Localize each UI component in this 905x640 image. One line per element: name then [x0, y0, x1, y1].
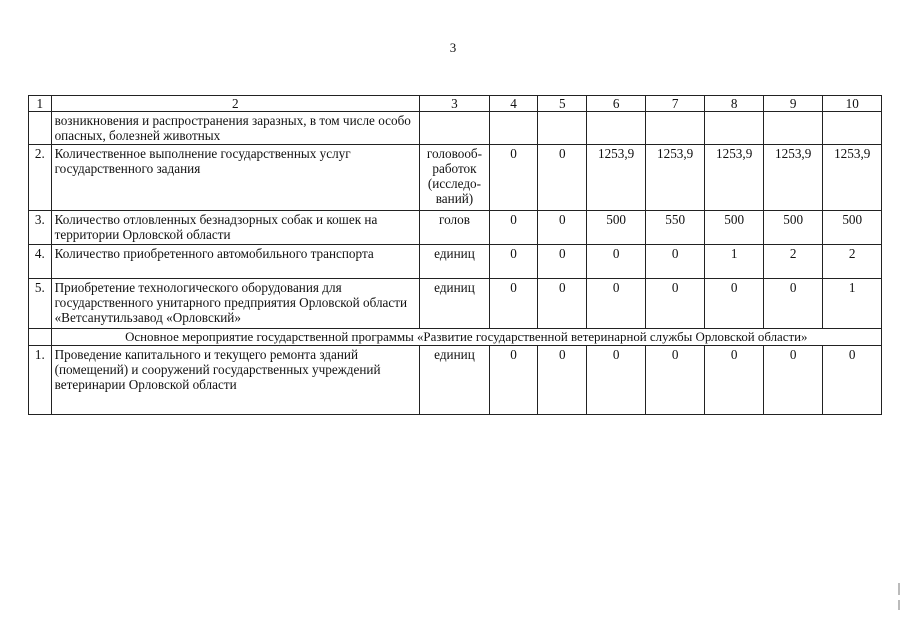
row-value: 0 [823, 346, 882, 415]
row-value: 0 [538, 211, 587, 245]
row-value: 500 [587, 211, 646, 245]
column-header: 4 [489, 96, 537, 112]
row-description: Количество приобретенного автомобильного транспорта [51, 245, 420, 279]
row-number: 4. [29, 245, 52, 279]
indicators-table [28, 95, 882, 415]
table-row [29, 211, 882, 245]
row-value: 1253,9 [823, 145, 882, 211]
row-value: 0 [645, 245, 705, 279]
column-header: 9 [763, 96, 823, 112]
row-value: 0 [705, 279, 764, 329]
row-value: 0 [489, 145, 537, 211]
row-value: 0 [538, 245, 587, 279]
row-number: 5. [29, 279, 52, 329]
row-value: 500 [823, 211, 882, 245]
table-row [29, 145, 882, 211]
row-unit: единиц [420, 346, 490, 415]
row-unit: единиц [420, 245, 490, 279]
row-unit: голов [420, 211, 490, 245]
row-value: 0 [489, 279, 537, 329]
column-header: 2 [51, 96, 420, 112]
row-unit: единиц [420, 279, 490, 329]
row-value: 0 [489, 245, 537, 279]
row-number: 1. [29, 346, 52, 415]
row-description: Количественное выполнение государственных услуг государственного задания [51, 145, 420, 211]
header-row [29, 96, 882, 112]
row-value: 0 [705, 346, 764, 415]
table-row [29, 346, 882, 415]
row-value: 0 [587, 279, 646, 329]
section-title: Основное мероприятие государственной программы «Развитие государственной ветеринарной службы Орловской области» [51, 329, 881, 346]
row-value: 0 [587, 346, 646, 415]
row-description: Проведение капитального и текущего ремонта зданий (помещений) и сооружений государственных учреждений ветеринарии Орловской области [51, 346, 420, 415]
row-value: 0 [538, 145, 587, 211]
row-value: 1 [705, 245, 764, 279]
row-value: 2 [763, 245, 823, 279]
column-header: 5 [538, 96, 587, 112]
row-number: 2. [29, 145, 52, 211]
scan-margin-mark [898, 583, 900, 595]
column-header: 10 [823, 96, 882, 112]
row-value: 0 [587, 245, 646, 279]
table-row [29, 245, 882, 279]
row-value: 2 [823, 245, 882, 279]
row-value: 0 [645, 279, 705, 329]
table-row [29, 112, 882, 145]
row-description: возникновения и распространения заразных, в том числе особо опасных, болезней животных [51, 112, 420, 145]
row-value: 0 [538, 346, 587, 415]
row-description: Приобретение технологического оборудования для государственного унитарного предприятия Орловской области «Ветсанутильзавод «Орловский» [51, 279, 420, 329]
row-unit: головооб-работок (исследо-ваний) [420, 145, 490, 211]
row-value: 1253,9 [705, 145, 764, 211]
column-header: 7 [645, 96, 705, 112]
row-value: 550 [645, 211, 705, 245]
column-header: 6 [587, 96, 646, 112]
row-number: 3. [29, 211, 52, 245]
row-value: 0 [763, 346, 823, 415]
row-value: 0 [489, 211, 537, 245]
section-row [29, 329, 882, 346]
row-value: 0 [538, 279, 587, 329]
row-value: 1253,9 [645, 145, 705, 211]
row-number [29, 112, 52, 145]
row-value: 0 [489, 346, 537, 415]
column-header: 1 [29, 96, 52, 112]
column-header: 8 [705, 96, 764, 112]
row-value: 0 [645, 346, 705, 415]
scan-margin-mark [898, 600, 900, 610]
row-value: 0 [763, 279, 823, 329]
column-header: 3 [420, 96, 490, 112]
row-description: Количество отловленных безнадзорных собак и кошек на территории Орловской области [51, 211, 420, 245]
row-value: 500 [763, 211, 823, 245]
row-value: 500 [705, 211, 764, 245]
row-value: 1253,9 [587, 145, 646, 211]
table-row [29, 279, 882, 329]
row-value: 1253,9 [763, 145, 823, 211]
page-number: 3 [449, 40, 457, 55]
row-value: 1 [823, 279, 882, 329]
